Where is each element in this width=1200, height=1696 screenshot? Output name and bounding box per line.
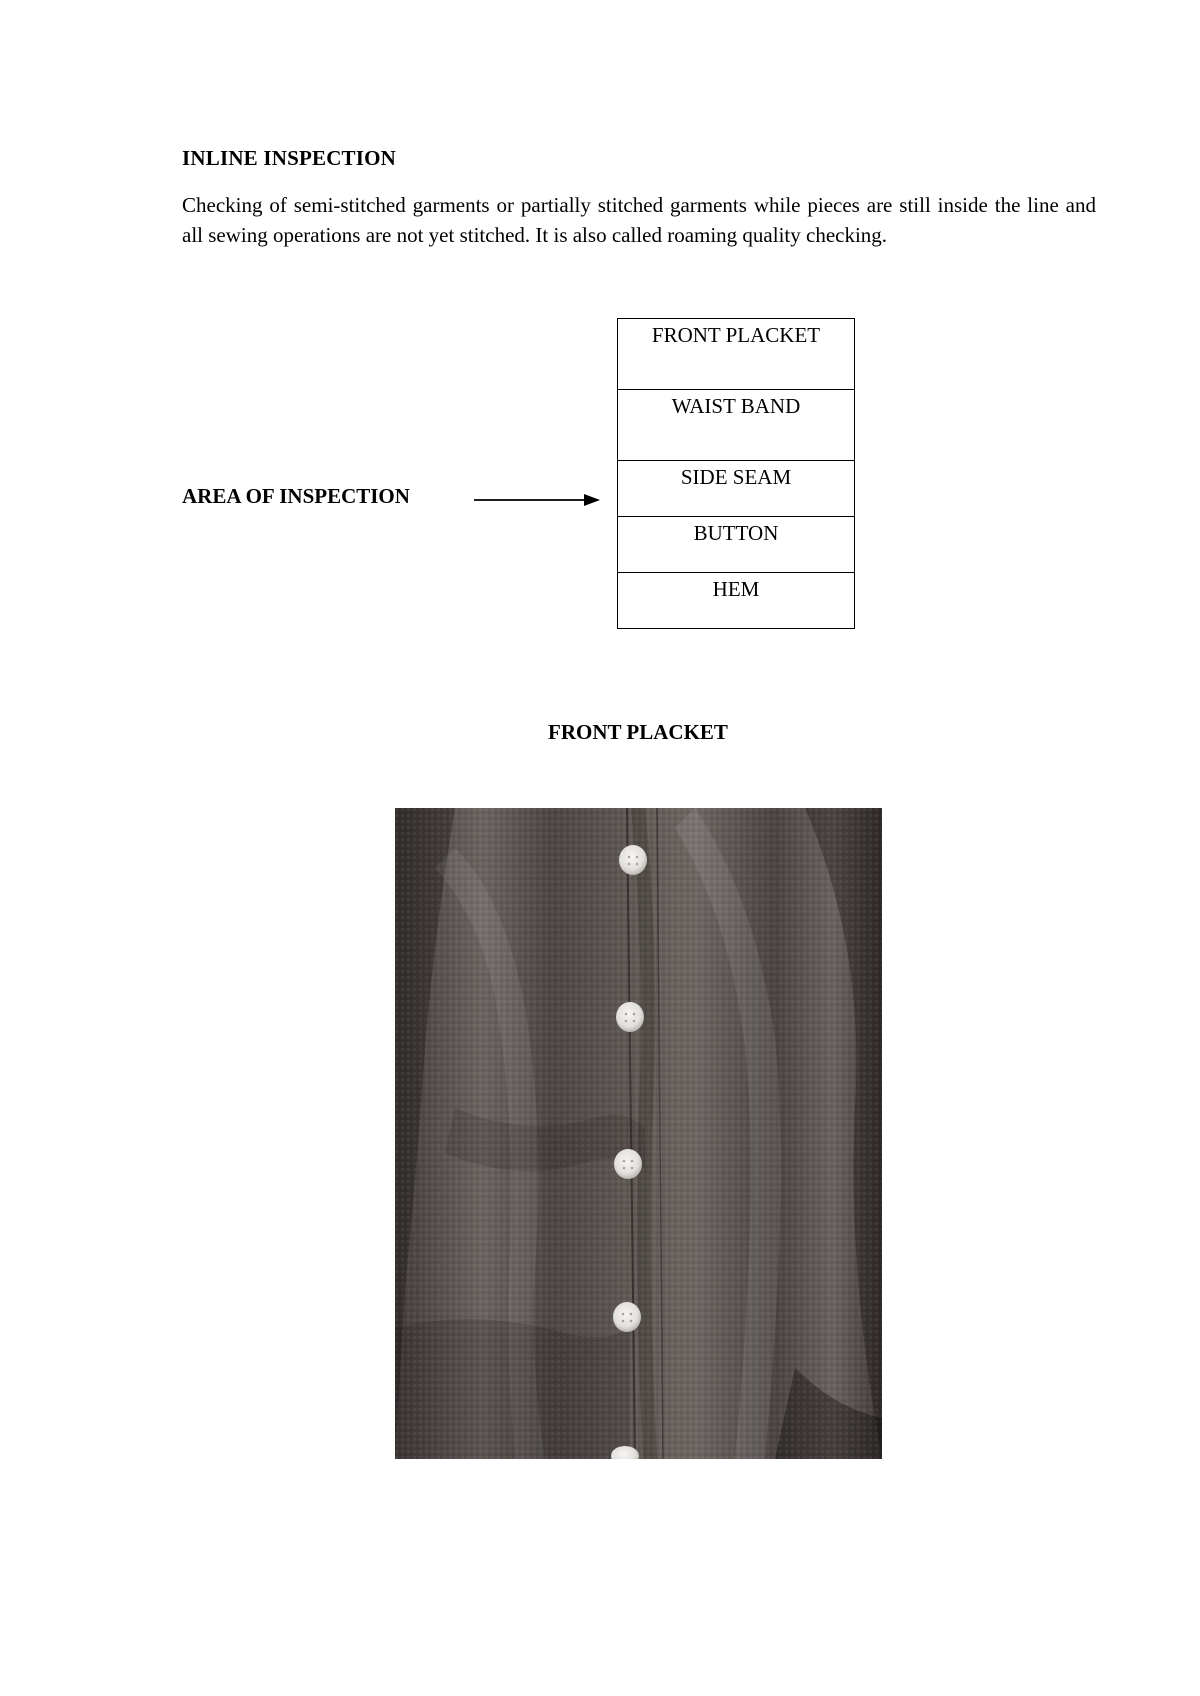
inspection-areas-table	[617, 318, 855, 629]
area-of-inspection-label: AREA OF INSPECTION	[182, 484, 410, 508]
arrow-right-icon	[472, 489, 602, 511]
button-icon	[614, 1149, 642, 1179]
button-icon	[616, 1002, 644, 1032]
page-title: INLINE INSPECTION	[182, 146, 397, 170]
area-cell-front-placket: FRONT PLACKET	[618, 319, 855, 390]
table-row	[618, 390, 855, 461]
intro-paragraph: Checking of semi-stitched garments or partially stitched garments while pieces are still inside the line and all sewing operations are not yet stitched. It is also called roaming quality checking.	[182, 193, 1096, 247]
table-row	[618, 461, 855, 517]
button-icon	[619, 845, 647, 875]
front-placket-photo	[395, 808, 882, 1459]
table-row	[618, 319, 855, 390]
table-row	[618, 573, 855, 629]
button-icon	[613, 1302, 641, 1332]
area-cell-waist-band: WAIST BAND	[618, 390, 855, 461]
area-cell-button: BUTTON	[618, 517, 855, 573]
garment-photo-illustration	[395, 808, 882, 1459]
area-cell-hem: HEM	[618, 573, 855, 629]
photo-caption: FRONT PLACKET	[548, 720, 728, 744]
table-row	[618, 517, 855, 573]
area-cell-side-seam: SIDE SEAM	[618, 461, 855, 517]
